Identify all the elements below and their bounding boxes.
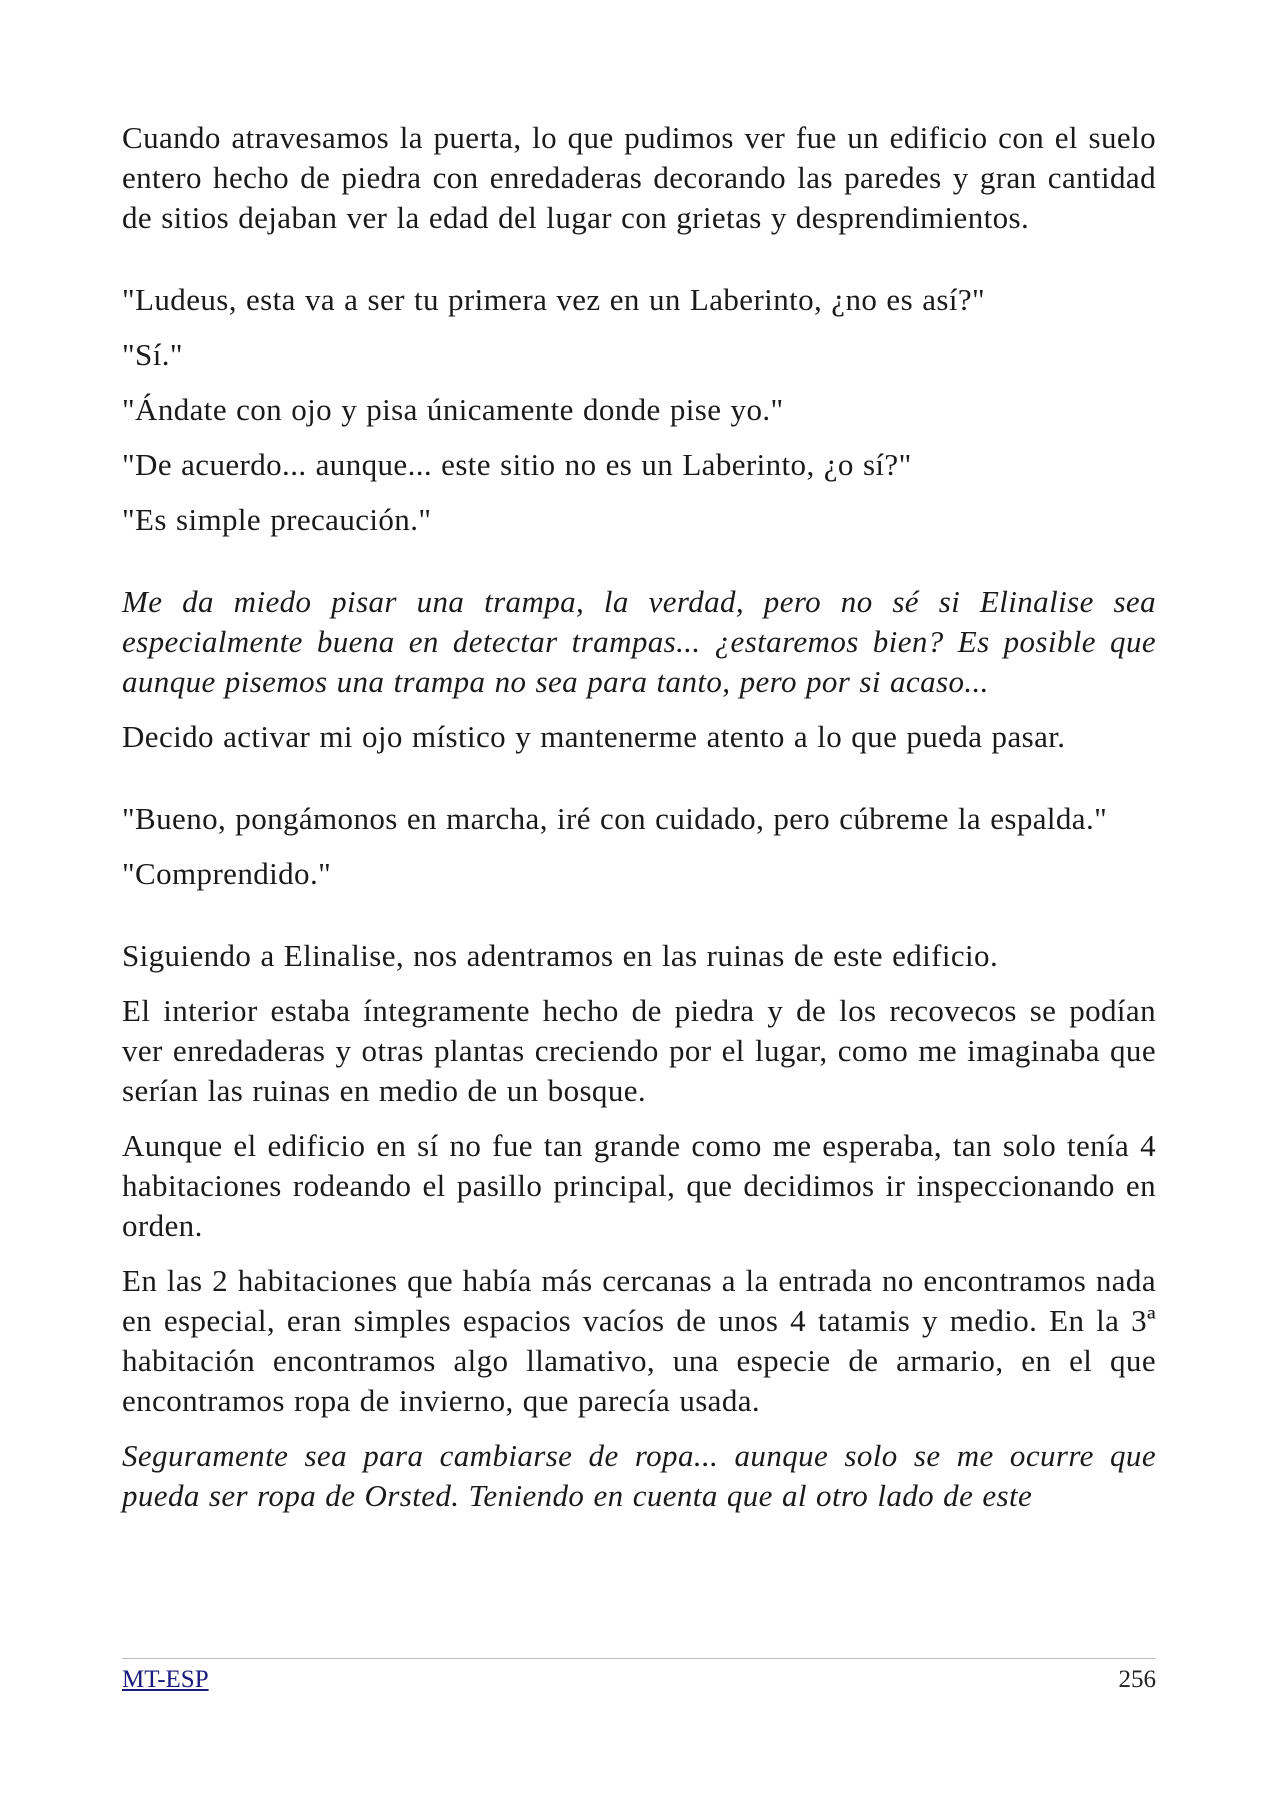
paragraph: Decido activar mi ojo místico y mantenerme atento a lo que pueda pasar.: [122, 719, 1066, 754]
inner-thought-paragraph: Seguramente sea para cambiarse de ropa... aunque solo se me ocurre que pueda ser ropa de Orsted. Teniendo en cuenta que al otro lado de este: [122, 1438, 1156, 1513]
paragraph: Siguiendo a Elinalise, nos adentramos en las ruinas de este edificio.: [122, 938, 999, 973]
page-body: [122, 118, 1156, 1516]
dialogue-line: "Es simple precaución.": [122, 502, 432, 537]
dialogue-line: "Ludeus, esta va a ser tu primera vez en un Laberinto, ¿no es así?": [122, 282, 986, 317]
paragraph: En las 2 habitaciones que había más cercanas a la entrada no encontramos nada en especial, eran simples espacios vacíos de unos 4 tatamis y medio. En la 3ª habitación encontramos algo llamativo, una especie de armario, en el que encontramos ropa de invierno, que parecía usada.: [122, 1263, 1156, 1418]
paragraph: Aunque el edificio en sí no fue tan grande como me esperaba, tan solo tenía 4 habitaciones rodeando el pasillo principal, que decidimos ir inspeccionando en orden.: [122, 1128, 1156, 1243]
dialogue-line: "De acuerdo... aunque... este sitio no es un Laberinto, ¿o sí?": [122, 447, 912, 482]
paragraph: Cuando atravesamos la puerta, lo que pudimos ver fue un edificio con el suelo entero hecho de piedra con enredaderas decorando las paredes y gran cantidad de sitios dejaban ver la edad del lugar con grietas y desprendimientos.: [122, 120, 1156, 235]
paragraph: El interior estaba íntegramente hecho de piedra y de los recovecos se podían ver enredaderas y otras plantas creciendo por el lugar, como me imaginaba que serían las ruinas en medio de un bosque.: [122, 993, 1156, 1108]
footer-source-link[interactable]: MT-ESP: [122, 1666, 209, 1693]
page-footer: [122, 1658, 1156, 1695]
dialogue-line: "Comprendido.": [122, 856, 332, 891]
page-number: 256: [1118, 1666, 1156, 1693]
dialogue-line: "Ándate con ojo y pisa únicamente donde pise yo.": [122, 392, 784, 427]
inner-thought-paragraph: Me da miedo pisar una trampa, la verdad, pero no sé si Elinalise sea especialmente buena en detectar trampas... ¿estaremos bien? Es posible que aunque pisemos una trampa no sea para tanto, pero por si acaso...: [122, 584, 1156, 699]
dialogue-line: "Bueno, pongámonos en marcha, iré con cuidado, pero cúbreme la espalda.": [122, 801, 1108, 836]
dialogue-line: "Sí.": [122, 337, 183, 372]
